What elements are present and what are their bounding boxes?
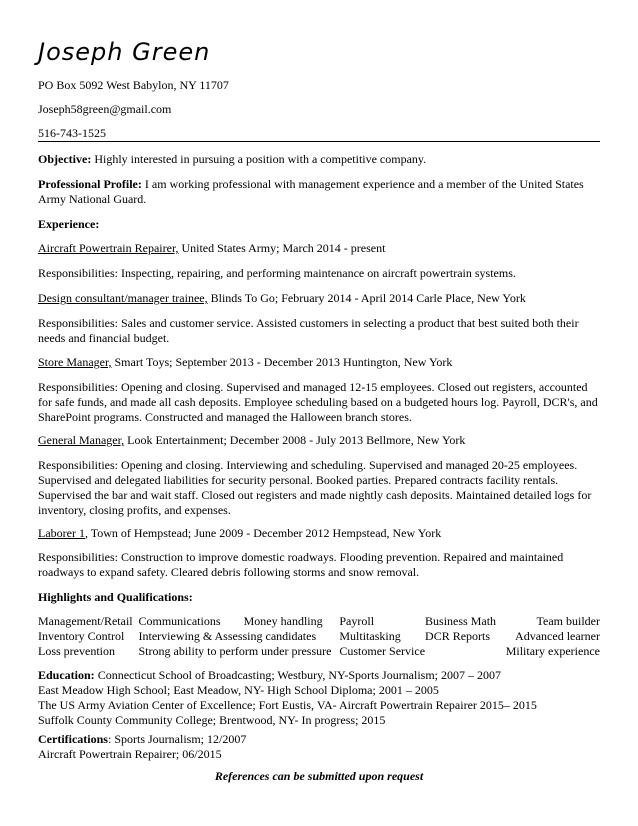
professional-profile bbox=[38, 177, 600, 207]
highlights-row bbox=[38, 614, 600, 629]
job-entry bbox=[38, 291, 526, 306]
experience-heading: Experience: bbox=[38, 217, 100, 231]
job-details: Smart Toys; September 2013 - December 2013 Huntington, New York bbox=[111, 355, 453, 369]
education-line: Suffolk County Community College; Brentwood, NY- In progress; 2015 bbox=[38, 713, 386, 727]
job-title: Store Manager, bbox=[38, 355, 112, 369]
highlight-item: DCR Reports bbox=[425, 629, 491, 643]
profile-label: Professional Profile: bbox=[38, 177, 142, 191]
references-note: References can be submitted upon request bbox=[214, 769, 424, 783]
job-entry bbox=[38, 355, 452, 370]
highlights-heading: Highlights and Qualifications: bbox=[38, 590, 193, 604]
job-details: United States Army; March 2014 - present bbox=[178, 241, 386, 255]
objective bbox=[38, 152, 600, 167]
highlight-item: Military experience bbox=[505, 644, 600, 658]
certifications bbox=[38, 732, 600, 762]
highlights-table bbox=[38, 614, 600, 659]
education-line: The US Army Aviation Center of Excellence; Fort Eustis, VA- Aircraft Powertrain Repairer 2015– 2015 bbox=[38, 698, 537, 712]
education-label: Education: bbox=[38, 668, 95, 682]
job-details: Blinds To Go; February 2014 - April 2014 Carle Place, New York bbox=[207, 291, 526, 305]
job-title: General Manager, bbox=[38, 433, 125, 447]
highlight-item: Money handling bbox=[243, 614, 323, 628]
job-title: Aircraft Powertrain Repairer, bbox=[38, 241, 179, 255]
address: PO Box 5092 West Babylon, NY 11707 bbox=[38, 78, 229, 92]
highlight-item: Customer Service bbox=[339, 644, 426, 658]
job-title: Design consultant/manager trainee, bbox=[38, 291, 208, 305]
education-line: East Meadow High School; East Meadow, NY- High School Diploma; 2001 – 2005 bbox=[38, 683, 439, 697]
job-entry bbox=[38, 241, 385, 256]
highlight-item: Business Math bbox=[425, 614, 497, 628]
email: Joseph58green@gmail.com bbox=[38, 102, 172, 116]
highlight-item: Strong ability to perform under pressure bbox=[138, 644, 332, 658]
objective-text: Highly interested in pursuing a position with a competitive company. bbox=[91, 152, 427, 166]
profile-text: I am working professional with management experience and a member of the United States Army National Guard. bbox=[38, 177, 584, 206]
highlight-item: Advanced learner bbox=[515, 629, 600, 643]
highlight-item: Inventory Control bbox=[38, 629, 125, 643]
job-title: Laborer 1 bbox=[38, 526, 85, 540]
job-responsibilities: Responsibilities: Inspecting, repairing, and performing maintenance on aircraft powertrain systems. bbox=[38, 266, 516, 280]
education-line: Education: Connecticut School of Broadcasting; Westbury, NY-Sports Journalism; 2007 – 2007 bbox=[38, 668, 502, 682]
highlight-item: Communications bbox=[138, 614, 221, 628]
highlight-item: Loss prevention bbox=[38, 644, 115, 658]
job-details: , Town of Hempstead; June 2009 - December 2012 Hempstead, New York bbox=[84, 526, 442, 540]
job-details: Look Entertainment; December 2008 - July 2013 Bellmore, New York bbox=[124, 433, 466, 447]
highlight-item: Interviewing & Assessing candidates bbox=[138, 629, 317, 643]
certification-line: Certifications: Sports Journalism; 12/2007 bbox=[38, 732, 247, 746]
phone-row bbox=[38, 126, 600, 142]
candidate-name: Joseph Green bbox=[38, 38, 211, 66]
phone: 516-743-1525 bbox=[38, 126, 106, 140]
job-entry bbox=[38, 433, 465, 448]
highlight-item bbox=[425, 644, 506, 659]
education bbox=[38, 668, 600, 728]
highlights-row bbox=[38, 629, 600, 644]
certification-line: Aircraft Powertrain Repairer; 06/2015 bbox=[38, 747, 222, 761]
highlight-item: Multitasking bbox=[339, 629, 401, 643]
highlights-row bbox=[38, 644, 600, 659]
job-responsibilities: Responsibilities: Construction to improve domestic roadways. Flooding prevention. Repaired and maintained roadways to expand safety. Cleared debris following storms and snow removal. bbox=[38, 550, 564, 579]
job-responsibilities: Responsibilities: Opening and closing. Interviewing and scheduling. Supervised and managed 20-25 employees. Supervised and delegated liabilities for security personal. Booked parties. Prepared contracts facility rentals. Supervised the bar and wait staff. Closed out registers and made nightly cash deposits. Maintained detailed logs for inventory, closing profits, and expenses. bbox=[38, 458, 592, 517]
job-responsibilities: Responsibilities: Sales and customer service. Assisted customers in selecting a product that best suited both their needs and financial budget. bbox=[38, 316, 579, 345]
certifications-label: Certifications bbox=[38, 732, 108, 746]
highlight-item: Team builder bbox=[536, 614, 600, 628]
job-entry bbox=[38, 526, 441, 541]
objective-label: Objective: bbox=[38, 152, 92, 166]
job-responsibilities: Responsibilities: Opening and closing. Supervised and managed 12-15 employees. Closed out registers, accounted for safe funds, and made all cash deposits. Employee scheduling based on a budgeted hours log. Payroll, DCR's, and SharePoint programs. Constructed and managed the Halloween branch stores. bbox=[38, 380, 598, 424]
highlight-item: Payroll bbox=[339, 614, 375, 628]
highlight-item: Management/Retail bbox=[38, 614, 133, 628]
